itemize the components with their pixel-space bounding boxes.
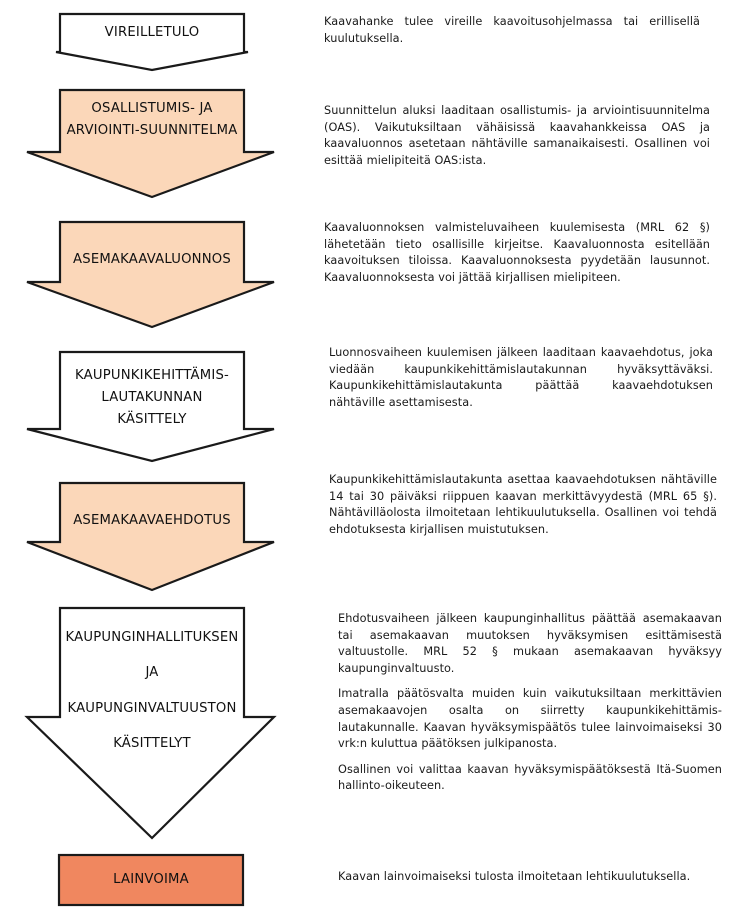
step-7-label: [59, 869, 243, 891]
description-paragraph: Kaavaluonnoksen valmisteluvaiheen kuulemisesta (MRL 62 §) lähetetään tieto osallisille kirjeitse. Kaavaluonnosta esitellään kaavoituksen tiloissa. Kaavaluonnoksesta pyydetään lausunnot. Kaavaluonnoksesta voi jättää kirjallisen mielipiteen.: [324, 221, 710, 284]
step-label-line: KÄSITTELY: [117, 412, 187, 427]
step-label-line: KAUPUNGINVALTUUSTON: [67, 700, 237, 716]
step-label-line: KÄSITTELYT: [113, 735, 191, 751]
step-label-line: ASEMAKAAVALUONNOS: [73, 252, 231, 267]
step-7-description: [338, 869, 722, 886]
step-label-line: KAUPUNGINHALLITUKSEN: [65, 630, 239, 645]
step-label-line: LAUTAKUNNAN: [101, 390, 203, 405]
description-paragraph: Kaavan lainvoimaiseksi tulosta ilmoitetaan lehtikuulutuksella.: [338, 870, 691, 883]
description-paragraph: Ehdotusvaiheen jälkeen kaupunginhallitus päättää asemakaavan tai asemakaavan muutoksen hyväksymisen esittämisestä valtuustolle. MRL 52 § mukaan asemakaavan hyväksyy kaupunginvaltuusto.: [338, 612, 722, 675]
step-label-line: VIREILLETULO: [104, 25, 200, 40]
step-label-line: LAINVOIMA: [113, 872, 189, 887]
description-paragraph: Kaupunkikehittämislautakunta asettaa kaavaehdotuksen nähtäville 14 tai 30 päiväksi riippuen kaavan merkittävyydestä (MRL 65 §). Nähtävilläolosta ilmoitetaan lehtikuulutuksella. Osallinen voi tehdä ehdotuksesta kirjallisen muistutuksen.: [329, 473, 717, 536]
description-paragraph: Kaavahanke tulee vireille kaavoitusohjelmassa tai erillisellä kuulutuksella.: [324, 15, 700, 45]
step-label-line: JA: [145, 665, 159, 681]
step-label-line: KAUPUNKIKEHITTÄMIS-: [75, 368, 229, 383]
description-paragraph: Imatralla päätösvalta muiden kuin vaikutuksiltaan merkittävien asemakaavojen osalta on siirretty kaupunkikehittämis-lautakunnalle. Kaavan hyväksymispäätös tulee lainvoimaiseksi 30 vrk:n kuluttua päätöksen julkipanosta.: [338, 687, 722, 751]
description-paragraph: Suunnittelun aluksi laaditaan osallistumis- ja arviointisuunnitelma (OAS). Vaikutuksiltaan vähäisissä kaavahankkeissa OAS ja kaavaluonnos asetetaan nähtäville samanaikaisesti. Osallinen voi esittää mielipiteitä OAS:ista.: [324, 104, 710, 167]
description-paragraph: Luonnosvaiheen kuulemisen jälkeen laaditaan kaavaehdotus, joka viedään kaupunkikehittämislautakunnan hyväksyttäväksi. Kaupunkikehittämislautakunta päättää kaavaehdotuksen nähtäville asettamisesta.: [329, 346, 713, 409]
step-label-line: OSALLISTUMIS- JA: [91, 101, 213, 116]
step-label-line: ASEMAKAAVAEHDOTUS: [73, 513, 231, 528]
step-label-line: ARVIOINTI-SUUNNITELMA: [66, 123, 238, 138]
description-paragraph: Osallinen voi valittaa kaavan hyväksymispäätöksestä Itä-Suomen hallinto-oikeuteen.: [338, 762, 722, 793]
